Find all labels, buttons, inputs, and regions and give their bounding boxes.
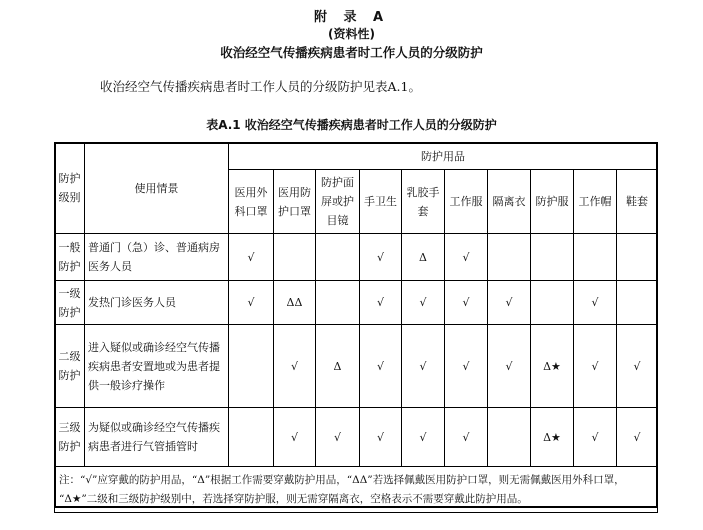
appendix-nature: (资料性)	[328, 27, 375, 41]
protection-table	[54, 142, 658, 513]
row-level: 二级防护	[55, 325, 85, 408]
header-ppe-group: 防护用品	[229, 143, 658, 170]
header-level: 防护级别	[55, 143, 85, 234]
table-cell: √	[360, 234, 402, 281]
col-protective-suit: 防护服	[531, 170, 574, 234]
table-cell	[531, 281, 574, 325]
row-level: 一级防护	[55, 281, 85, 325]
table-cell: √	[274, 325, 316, 408]
table-cell	[488, 234, 531, 281]
table-cell: √	[488, 325, 531, 408]
table-cell: √	[316, 408, 360, 467]
row-level: 一般防护	[55, 234, 85, 281]
table-cell: √	[617, 408, 658, 467]
table-cell	[229, 408, 274, 467]
table-cell: √	[402, 325, 445, 408]
table-cell	[574, 234, 617, 281]
table-row	[55, 325, 658, 408]
table-row	[55, 281, 658, 325]
row-level: 三级防护	[55, 408, 85, 467]
table-cell: √	[574, 408, 617, 467]
col-shoe-covers: 鞋套	[617, 170, 658, 234]
table-cell: √	[229, 281, 274, 325]
col-protective-mask: 医用防护口罩	[274, 170, 316, 234]
table-cell: √	[360, 325, 402, 408]
row-scenario: 发热门诊医务人员	[85, 281, 229, 325]
table-cell: Δ	[316, 325, 360, 408]
table-cell: Δ★	[531, 408, 574, 467]
table-caption: 表A.1 收治经空气传播疾病患者时工作人员的分级防护	[206, 118, 497, 132]
appendix-heading: 收治经空气传播疾病患者时工作人员的分级防护	[220, 45, 483, 60]
table-cell	[617, 281, 658, 325]
table-cell: √	[360, 408, 402, 467]
table-note-row	[55, 467, 658, 513]
col-isolation-gown: 隔离衣	[488, 170, 531, 234]
table-cell: √	[445, 281, 488, 325]
table-cell: √	[445, 325, 488, 408]
table-cell: ΔΔ	[274, 281, 316, 325]
col-hand-hygiene: 手卫生	[360, 170, 402, 234]
table-cell	[531, 234, 574, 281]
table-cell	[488, 408, 531, 467]
table-row	[55, 234, 658, 281]
col-latex-gloves: 乳胶手套	[402, 170, 445, 234]
row-scenario: 普通门（急）诊、普通病房医务人员	[85, 234, 229, 281]
table-cell: √	[229, 234, 274, 281]
table-cell: Δ	[402, 234, 445, 281]
col-work-clothes: 工作服	[445, 170, 488, 234]
table-note-line-2: “Δ★”二级和三级防护级别中，若选择穿防护服，则无需穿隔离衣，空格表示不需要穿戴此防护用品。	[59, 492, 528, 505]
table-cell: √	[445, 408, 488, 467]
intro-paragraph: 收治经空气传播疾病患者时工作人员的分级防护见表A.1。	[100, 79, 421, 94]
table-cell: Δ★	[531, 325, 574, 408]
col-work-cap: 工作帽	[574, 170, 617, 234]
header-scenario: 使用情景	[85, 143, 229, 234]
table-row	[55, 408, 658, 467]
table-cell: √	[574, 325, 617, 408]
col-surgical-mask: 医用外科口罩	[229, 170, 274, 234]
table-cell: √	[274, 408, 316, 467]
row-scenario: 为疑似或确诊经空气传播疾病患者进行气管插管时	[85, 408, 229, 467]
appendix-label: 附 录 A	[313, 10, 390, 25]
table-cell	[316, 281, 360, 325]
table-cell	[229, 325, 274, 408]
row-scenario: 进入疑似或确诊经空气传播疾病患者安置地或为患者提供一般诊疗操作	[85, 325, 229, 408]
col-face-shield: 防护面屏或护目镜	[316, 170, 360, 234]
table-cell: √	[574, 281, 617, 325]
table-note	[55, 467, 658, 513]
table-cell	[617, 234, 658, 281]
table-cell: √	[445, 234, 488, 281]
table-cell: √	[617, 325, 658, 408]
table-note-line-1: 注：“√”应穿戴的防护用品，“Δ”根据工作需要穿戴防护用品，“ΔΔ”若选择佩戴医用防护口罩，则无需佩戴医用外科口罩，	[59, 473, 625, 486]
table-cell: √	[488, 281, 531, 325]
table-cell	[274, 234, 316, 281]
table-cell: √	[402, 281, 445, 325]
table-cell: √	[402, 408, 445, 467]
table-cell: √	[360, 281, 402, 325]
table-cell	[316, 234, 360, 281]
